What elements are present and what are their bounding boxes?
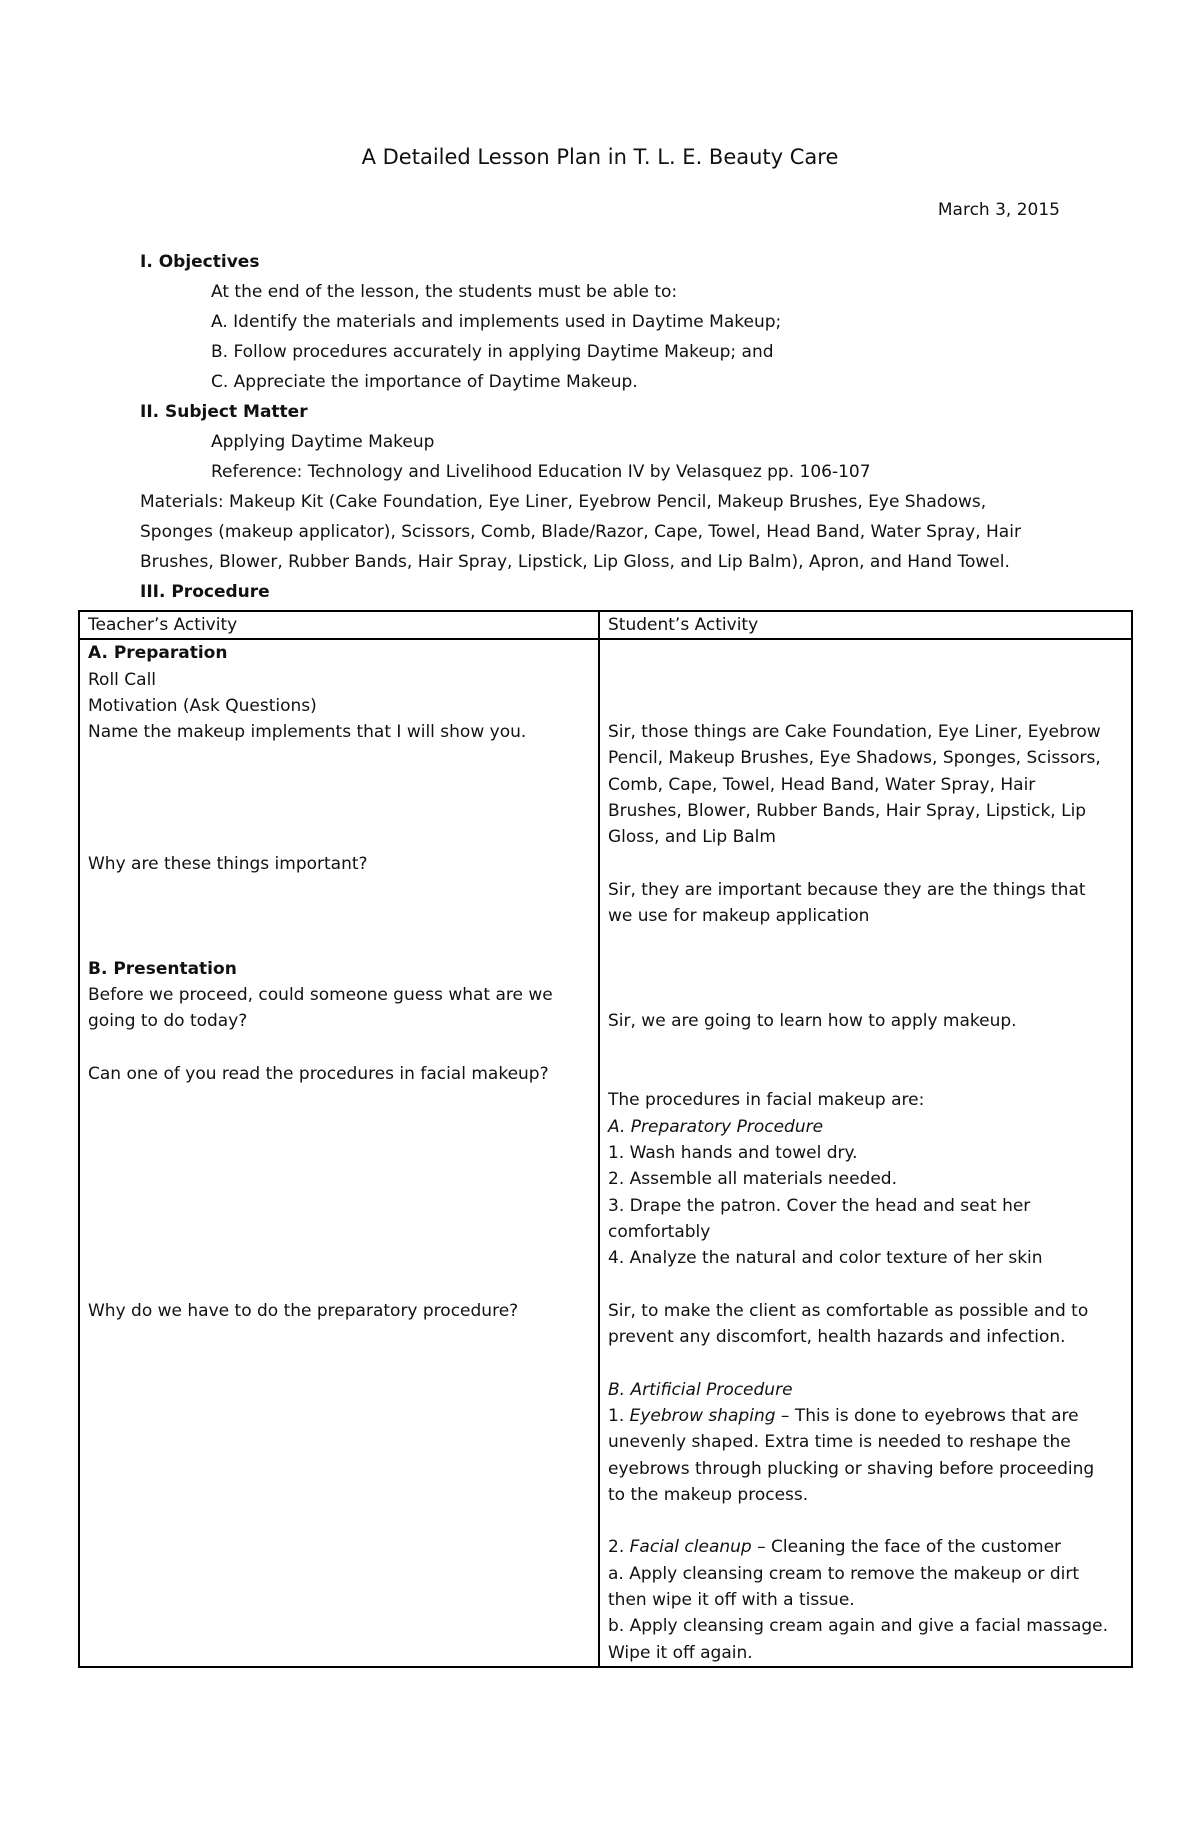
student-line: unevenly shaped. Extra time is needed to reshape the [608, 1432, 1071, 1453]
student-line [608, 693, 1123, 719]
student-line: Sir, they are important because they are the things that [608, 879, 1086, 900]
student-line: A. Preparatory Procedure [608, 1116, 824, 1137]
objectives-heading: I. Objectives [140, 252, 260, 272]
student-line: comfortably [608, 1221, 711, 1242]
student-line: b. Apply cleansing cream again and give a facial massage. [608, 1616, 1109, 1637]
teacher-activity-cell [79, 639, 599, 1667]
procedure-heading: III. Procedure [140, 582, 270, 602]
student-line [608, 851, 1123, 877]
student-line: B. Artificial Procedure [608, 1379, 793, 1400]
teacher-line: Why are these things important? [88, 853, 368, 874]
teacher-line [88, 1271, 590, 1297]
student-line: Brushes, Blower, Rubber Bands, Hair Spray, Lipstick, Lip [608, 801, 1087, 822]
teacher-activity-header: Teacher’s Activity [79, 611, 599, 639]
teacher-line: Why do we have to do the preparatory procedure? [88, 1300, 519, 1321]
student-line: prevent any discomfort, health hazards and infection. [608, 1327, 1066, 1348]
teacher-line [88, 1140, 590, 1166]
student-activity-cell [599, 639, 1132, 1667]
student-line: Sir, those things are Cake Foundation, Eye Liner, Eyebrow [608, 722, 1101, 743]
subject-reference: Reference: Technology and Livelihood Education IV by Velasquez pp. 106-107 [211, 462, 871, 482]
teacher-line [88, 1193, 590, 1219]
student-line: Wipe it off again. [608, 1642, 753, 1663]
materials-line: Brushes, Blower, Rubber Bands, Hair Spray, Lipstick, Lip Gloss, and Lip Balm), Apron, and Hand Towel. [140, 552, 1010, 572]
teacher-line: going to do today? [88, 1011, 248, 1032]
student-line: we use for makeup application [608, 906, 870, 927]
teacher-line [88, 1035, 590, 1061]
student-line: a. Apply cleansing cream to remove the makeup or dirt [608, 1563, 1080, 1584]
student-line: 1. Wash hands and towel dry. [608, 1142, 858, 1163]
teacher-line [88, 745, 590, 771]
student-line: Comb, Cape, Towel, Head Band, Water Spray, Hair [608, 774, 1036, 795]
student-line [608, 1350, 1123, 1376]
student-line [608, 930, 1123, 956]
teacher-line: Roll Call [88, 669, 157, 690]
student-line [608, 1061, 1123, 1087]
teacher-line [88, 877, 590, 903]
student-line: to the makeup process. [608, 1484, 809, 1505]
student-line [608, 1035, 1123, 1061]
student-line-segment: 2. [608, 1537, 630, 1558]
subject-matter-heading: II. Subject Matter [140, 402, 308, 422]
teacher-line [88, 1114, 590, 1140]
student-line: Gloss, and Lip Balm [608, 827, 776, 848]
objective-item: A. Identify the materials and implements used in Daytime Makeup; [211, 312, 782, 332]
student-line: The procedures in facial makeup are: [608, 1090, 925, 1111]
teacher-line [88, 1087, 590, 1113]
student-line [608, 982, 1123, 1008]
teacher-line [88, 930, 590, 956]
objectives-intro: At the end of the lesson, the students must be able to: [211, 282, 678, 302]
student-line: 4. Analyze the natural and color texture of her skin [608, 1248, 1043, 1269]
student-line [608, 1271, 1123, 1297]
teacher-line: Motivation (Ask Questions) [88, 695, 317, 716]
objective-item: C. Appreciate the importance of Daytime Makeup. [211, 372, 638, 392]
teacher-line: Can one of you read the procedures in facial makeup? [88, 1064, 549, 1085]
section-heading: A. Preparation [88, 643, 228, 664]
teacher-line [88, 772, 590, 798]
student-line: eyebrows through plucking or shaving before proceeding [608, 1458, 1095, 1479]
student-line: 3. Drape the patron. Cover the head and seat her [608, 1195, 1031, 1216]
teacher-line [88, 1245, 590, 1271]
teacher-line [88, 1219, 590, 1245]
teacher-line [88, 798, 590, 824]
document-title: A Detailed Lesson Plan in T. L. E. Beauty Care [361, 145, 839, 169]
procedure-table [78, 610, 1133, 1668]
student-line-segment: – This is done to eyebrows that are [775, 1405, 1079, 1426]
student-line: Sir, to make the client as comfortable as possible and to [608, 1300, 1089, 1321]
student-line: Sir, we are going to learn how to apply makeup. [608, 1011, 1017, 1032]
teacher-line: Before we proceed, could someone guess what are we [88, 985, 553, 1006]
student-line [608, 956, 1123, 982]
materials-line: Materials: Makeup Kit (Cake Foundation, Eye Liner, Eyebrow Pencil, Makeup Brushes, Eye Shadows, [140, 492, 987, 512]
student-line [608, 1508, 1123, 1534]
student-line [608, 1534, 1123, 1560]
procedure-term: Eyebrow shaping [629, 1405, 776, 1426]
objective-item: B. Follow procedures accurately in applying Daytime Makeup; and [211, 342, 774, 362]
procedure-term: Facial cleanup [629, 1537, 752, 1558]
teacher-line: Name the makeup implements that I will show you. [88, 722, 527, 743]
student-line [608, 640, 1123, 666]
section-heading: B. Presentation [88, 958, 237, 979]
student-line-segment: – Cleaning the face of the customer [751, 1537, 1062, 1558]
student-line: Pencil, Makeup Brushes, Eye Shadows, Sponges, Scissors, [608, 748, 1101, 769]
teacher-line [88, 903, 590, 929]
student-activity-header: Student’s Activity [599, 611, 1132, 639]
table-row [79, 639, 1132, 1667]
teacher-line [88, 824, 590, 850]
student-line: then wipe it off with a tissue. [608, 1589, 855, 1610]
student-line-segment: 1. [608, 1405, 630, 1426]
table-header-row [79, 611, 1132, 639]
document-date: March 3, 2015 [937, 200, 1060, 220]
student-line [608, 667, 1123, 693]
teacher-line [88, 1166, 590, 1192]
subject-topic: Applying Daytime Makeup [211, 432, 435, 452]
student-line: 2. Assemble all materials needed. [608, 1169, 897, 1190]
materials-line: Sponges (makeup applicator), Scissors, Comb, Blade/Razor, Cape, Towel, Head Band, Water Spray, Hair [140, 522, 1021, 542]
student-line [608, 1403, 1123, 1429]
